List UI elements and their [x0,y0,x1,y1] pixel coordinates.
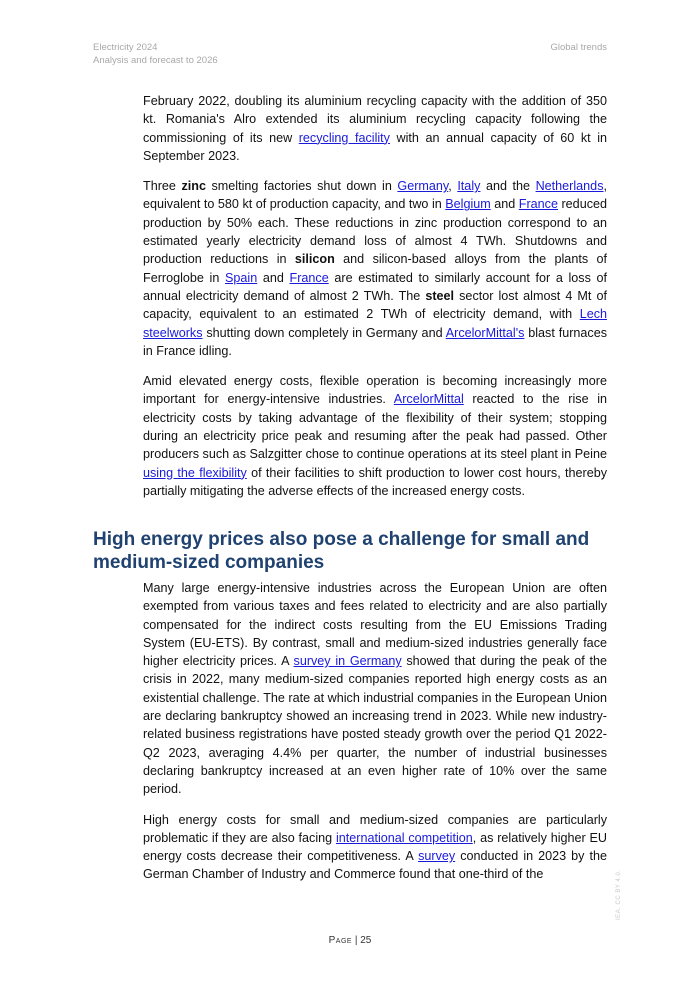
running-header-left [93,41,218,67]
report-subtitle: Analysis and forecast to 2026 [93,55,218,66]
link-spain[interactable]: Spain [225,270,258,285]
link-italy[interactable]: Italy [457,179,481,194]
paragraph-aluminium: February 2022, doubling its aluminium recycling capacity with the addition of 350 kt. Romania's Alro extended its aluminium recycling capacity following the commissioning of its new recycling facility with an annual capacity of 60 kt in September 2023. [143,94,607,163]
license-notice: IEA. CC BY 4.0. [616,869,622,920]
section-label: Global trends [550,42,607,53]
link-germany[interactable]: Germany [397,179,449,194]
page-separator: | [352,935,361,946]
body-text-bottom [143,579,607,896]
link-france-ferroglobe[interactable]: France [289,270,329,285]
link-recycling-facility[interactable]: recycling facility [298,130,390,145]
link-survey-in-germany[interactable]: survey in Germany [293,654,402,669]
paragraph-international-competition: High energy costs for small and medium-sized companies are particularly problematic if they are also facing international competition, as relatively higher EU energy costs decrease their competitiveness. A survey conducted in 2023 by the German Chamber of Industry and Commerce found that one-third of the [143,812,607,882]
link-survey[interactable]: survey [418,849,456,864]
body-text-top [143,92,607,512]
page-footer [0,935,700,946]
link-france[interactable]: France [518,197,558,212]
link-belgium[interactable]: Belgium [445,197,491,212]
page-label: Page [328,935,353,946]
link-arcelormittal[interactable]: ArcelorMittal [393,392,464,407]
paragraph-zinc-silicon-steel: Three zinc smelting factories shut down in Germany, Italy and the Netherlands, equivalent to 580 kt of production capacity, and two in Belgium and France reduced production by 50% each. These reductions in zinc production correspond to an estimated yearly electricity demand loss of almost 4 TWh. Shutdowns and production reductions in silicon and silicon-based alloys from the plants of Ferroglobe in Spain and France are estimated to similarly account for a loss of annual electricity demand of almost 2 TWh. The steel sector lost almost 4 Mt of capacity, equivalent to an estimated 2 TWh of electricity demand, with Lech steelworks shutting down completely in Germany and ArcelorMittal's blast furnaces in France idling. [143,179,608,358]
link-international-competition[interactable]: international competition [335,830,473,845]
link-arcelormittals[interactable]: ArcelorMittal's [445,325,525,340]
link-using-the-flexibility[interactable]: using the flexibility [143,465,247,480]
link-lech-steelworks[interactable]: Lech steelworks [143,307,607,340]
report-title: Electricity 2024 [93,42,158,53]
page-number: 25 [360,935,372,946]
paragraph-sme-prices: Many large energy-intensive industries across the European Union are often exempted from various taxes and fees related to electricity and are also partially compensated for the indirect costs resulting from the EU Emissions Trading System (EU-ETS). By contrast, small and medium-sized industries generally face higher electricity prices. A survey in Germany showed that during the peak of the crisis in 2022, many medium-sized companies reported high energy costs as an existential challenge. The rate at which industrial companies in the European Union are declaring bankruptcy showed an increasing trend in 2023. While new industry-related business registrations have posted steady growth over the period Q1 2022-Q2 2023, averaging 4.4% per quarter, the number of industrial businesses declaring bankruptcy increased at an even higher rate of 10% over the same period. [143,581,607,797]
link-netherlands[interactable]: Netherlands [535,179,604,194]
paragraph-flexible-operation: Amid elevated energy costs, flexible operation is becoming increasingly more important for energy-intensive industries. ArcelorMittal reacted to the rise in electricity costs by taking advantage of the flexibility of their system; stopping during an electricity price peak and resuming after the peak had passed. Other producers such as Salzgitter chose to continue operations at its steel plant in Peine using the flexibility of their facilities to shift production to lower cost hours, thereby partially mitigating the adverse effects of the increased energy costs. [143,374,608,498]
section-heading: High energy prices also pose a challenge for small and medium-sized companies [93,529,590,573]
